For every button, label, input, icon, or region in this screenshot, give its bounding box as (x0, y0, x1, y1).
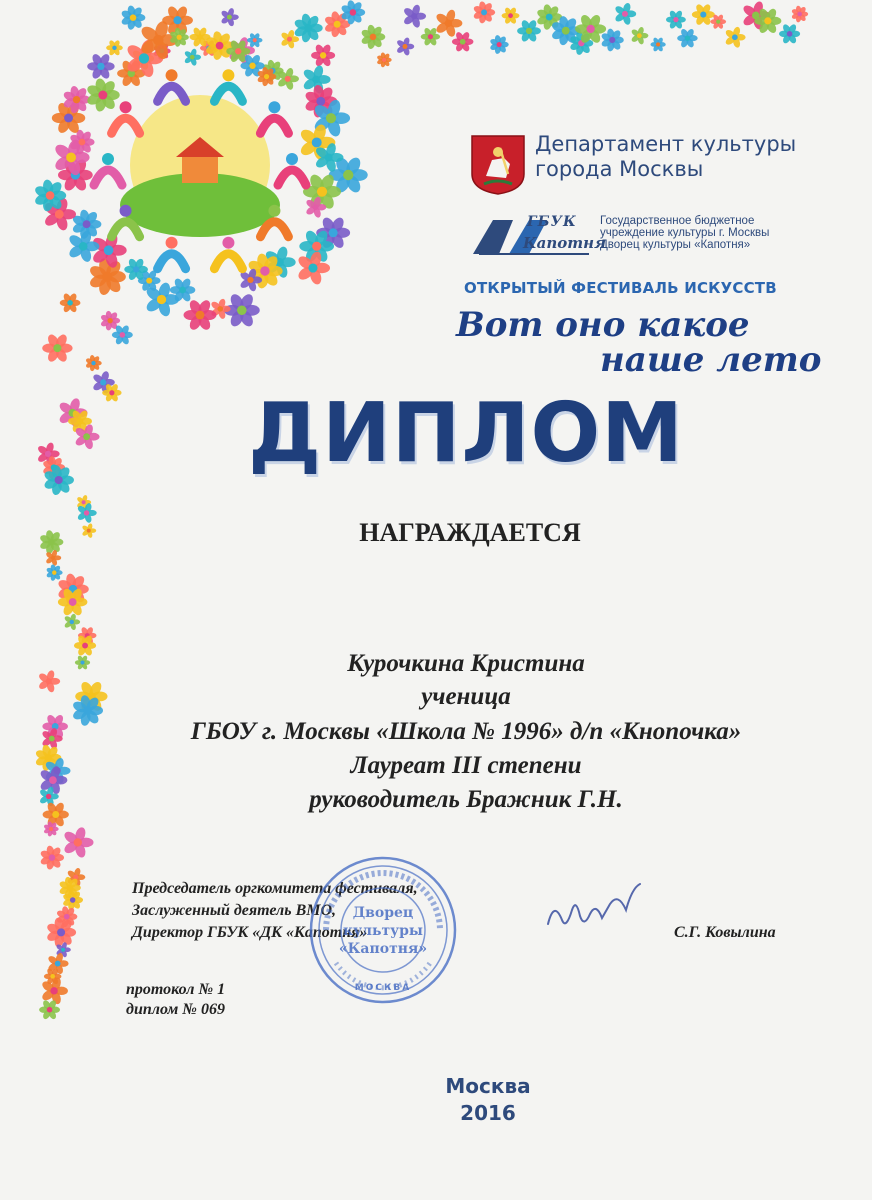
gbuk-line-2: учреждение культуры г. Москвы (600, 227, 770, 239)
gbuk-logo-bottom: Капотня (523, 234, 607, 252)
stamp-line-3: «Капотня» (338, 941, 428, 957)
diploma-number: диплом № 069 (126, 1001, 225, 1018)
signatory-line-1: Председатель оргкомитета фестиваля, (132, 880, 418, 897)
gbuk-line-3: Дворец культуры «Капотня» (600, 239, 751, 251)
diploma-title: ДИПЛОМ (248, 386, 684, 481)
festival-label: ОТКРЫТЫЙ ФЕСТИВАЛЬ ИСКУССТВ (464, 279, 777, 297)
official-stamp (306, 853, 460, 1007)
signatory-line-2: Заслуженный деятель ВМО, (132, 902, 337, 919)
festival-name-line-1: Вот оно какое (456, 305, 750, 345)
city: Москва (445, 1074, 531, 1098)
festival-name-line-2: наше лето (600, 340, 822, 380)
gbuk-description (600, 215, 830, 251)
awarded-label: НАГРАЖДАЕТСЯ (359, 518, 581, 547)
signatory-line-3: Директор ГБУК «ДК «Капотня» (132, 924, 368, 941)
recipient-award: Лауреат III степени (350, 752, 582, 779)
recipient-school: ГБОУ г. Москвы «Школа № 1996» д/п «Кнопочка» (190, 718, 742, 745)
stamp-line-2: культуры (343, 923, 423, 939)
protocol-number: протокол № 1 (126, 981, 226, 998)
stamp-ring-text: МОСКВА (354, 983, 412, 993)
recipient-name: Курочкина Кристина (347, 650, 585, 677)
stamp-line-1: Дворец (352, 905, 414, 921)
department-line-2: города Москвы (535, 157, 704, 181)
gbuk-line-1: Государственное бюджетное (600, 215, 755, 227)
recipient-role: ученица (421, 683, 511, 710)
gbuk-logo-top: ГБУК (527, 214, 577, 230)
department-name (535, 132, 796, 182)
year: 2016 (460, 1101, 516, 1125)
recipient-leader: руководитель Бражник Г.Н. (309, 786, 623, 813)
gbuk-logo (469, 214, 607, 258)
handwritten-signature (540, 880, 650, 940)
moscow-coat-of-arms-icon (470, 134, 526, 196)
signatory-name: С.Г. Ковылина (674, 924, 776, 941)
department-line-1: Департамент культуры (535, 132, 797, 156)
